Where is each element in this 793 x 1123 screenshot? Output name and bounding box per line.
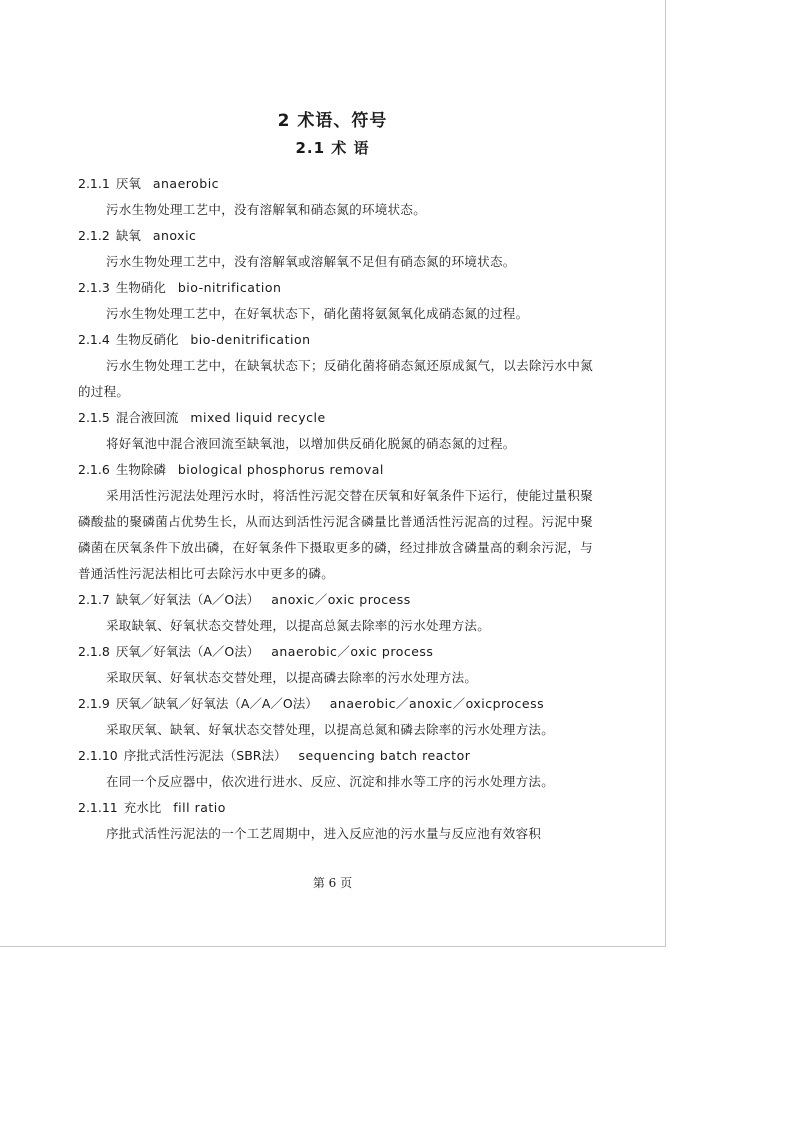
term-heading — [78, 743, 593, 769]
term-definition: 在同一个反应器中，依次进行进水、反应、沉淀和排水等工序的污水处理方法。 — [106, 774, 555, 789]
term-cn: 混合液回流 — [115, 410, 179, 425]
term-cn: 厌氧 — [115, 176, 141, 191]
term-definition: 采取厌氧、缺氧、好氧状态交替处理，以提高总氮和磷去除率的污水处理方法。 — [106, 722, 555, 737]
term-en: anaerobic／anoxic／oxicprocess — [329, 696, 545, 711]
term-definition: 采用活性污泥法处理污水时，将活性污泥交替在厌氧和好氧条件下运行，使能过量积聚磷酸盐的聚磷菌占优势生长，从而达到活性污泥含磷量比普通活性污泥高的过程。污泥中聚磷菌在厌氧条件下放出磷，在好氧条件下摄取更多的磷，经过排放含磷量高的剩余污泥，与普通活性污泥法相比可去除污水中更多的磷。 — [78, 488, 593, 581]
section-title: 2.1 术 语 — [295, 139, 370, 157]
term-heading — [78, 405, 593, 431]
term-number: 2.1.7 — [78, 592, 110, 607]
term-en: fill ratio — [173, 800, 226, 815]
term-cn: 生物反硝化 — [115, 332, 179, 347]
term-definition: 序批式活性污泥法的一个工艺周期中，进入反应池的污水量与反应池有效容积 — [106, 826, 542, 841]
term-heading — [78, 171, 593, 197]
term-heading — [78, 457, 593, 483]
term-cn: 厌氧／缺氧／好氧法（A／A／O法） — [115, 696, 318, 711]
term-heading — [78, 639, 593, 665]
term-number: 2.1.5 — [78, 410, 110, 425]
term-definition: 污水生物处理工艺中，在好氧状态下，硝化菌将氨氮氧化成硝态氮的过程。 — [106, 306, 529, 321]
term-heading — [78, 223, 593, 249]
term-en: anaerobic — [152, 176, 220, 191]
term-heading — [78, 587, 593, 613]
term-cn: 缺氧／好氧法（A／O法） — [115, 592, 260, 607]
term-definition: 将好氧池中混合液回流至缺氧池，以增加供反硝化脱氮的硝态氮的过程。 — [106, 436, 516, 451]
term-definition: 采取厌氧、好氧状态交替处理，以提高磷去除率的污水处理方法。 — [106, 670, 478, 685]
term-number: 2.1.6 — [78, 462, 110, 477]
term-number: 2.1.1 — [78, 176, 110, 191]
term-definition: 污水生物处理工艺中，在缺氧状态下；反硝化菌将硝态氮还原成氮气，以去除污水中氮的过程。 — [78, 358, 593, 399]
term-heading — [78, 327, 593, 353]
term-cn: 缺氧 — [115, 228, 141, 243]
term-heading — [78, 795, 593, 821]
term-number: 2.1.10 — [78, 748, 118, 763]
term-cn: 生物除磷 — [115, 462, 166, 477]
term-en: bio-nitrification — [177, 280, 282, 295]
term-heading — [78, 275, 593, 301]
term-heading — [78, 691, 593, 717]
term-definition: 采取缺氧、好氧状态交替处理，以提高总氮去除率的污水处理方法。 — [106, 618, 491, 633]
term-cn: 厌氧／好氧法（A／O法） — [115, 644, 260, 659]
term-en: biological phosphorus removal — [177, 462, 384, 477]
term-en: anoxic — [152, 228, 197, 243]
term-number: 2.1.9 — [78, 696, 110, 711]
term-en: anaerobic／oxic process — [271, 644, 434, 659]
term-cn: 充水比 — [123, 800, 162, 815]
term-number: 2.1.2 — [78, 228, 110, 243]
page-number: 第 6 页 — [312, 876, 353, 890]
term-number: 2.1.3 — [78, 280, 110, 295]
term-number: 2.1.8 — [78, 644, 110, 659]
term-number: 2.1.11 — [78, 800, 118, 815]
term-en: sequencing batch reactor — [298, 748, 471, 763]
term-cn: 序批式活性污泥法（SBR法） — [123, 748, 287, 763]
term-number: 2.1.4 — [78, 332, 110, 347]
term-en: mixed liquid recycle — [190, 410, 326, 425]
terms-list — [78, 171, 593, 847]
term-definition: 污水生物处理工艺中，没有溶解氧和硝态氮的环境状态。 — [106, 202, 427, 217]
term-en: anoxic／oxic process — [271, 592, 411, 607]
term-en: bio-denitrification — [190, 332, 311, 347]
term-cn: 生物硝化 — [115, 280, 166, 295]
term-definition: 污水生物处理工艺中，没有溶解氧或溶解氧不足但有硝态氮的环境状态。 — [106, 254, 516, 269]
chapter-title: 2 术语、符号 — [277, 111, 388, 131]
